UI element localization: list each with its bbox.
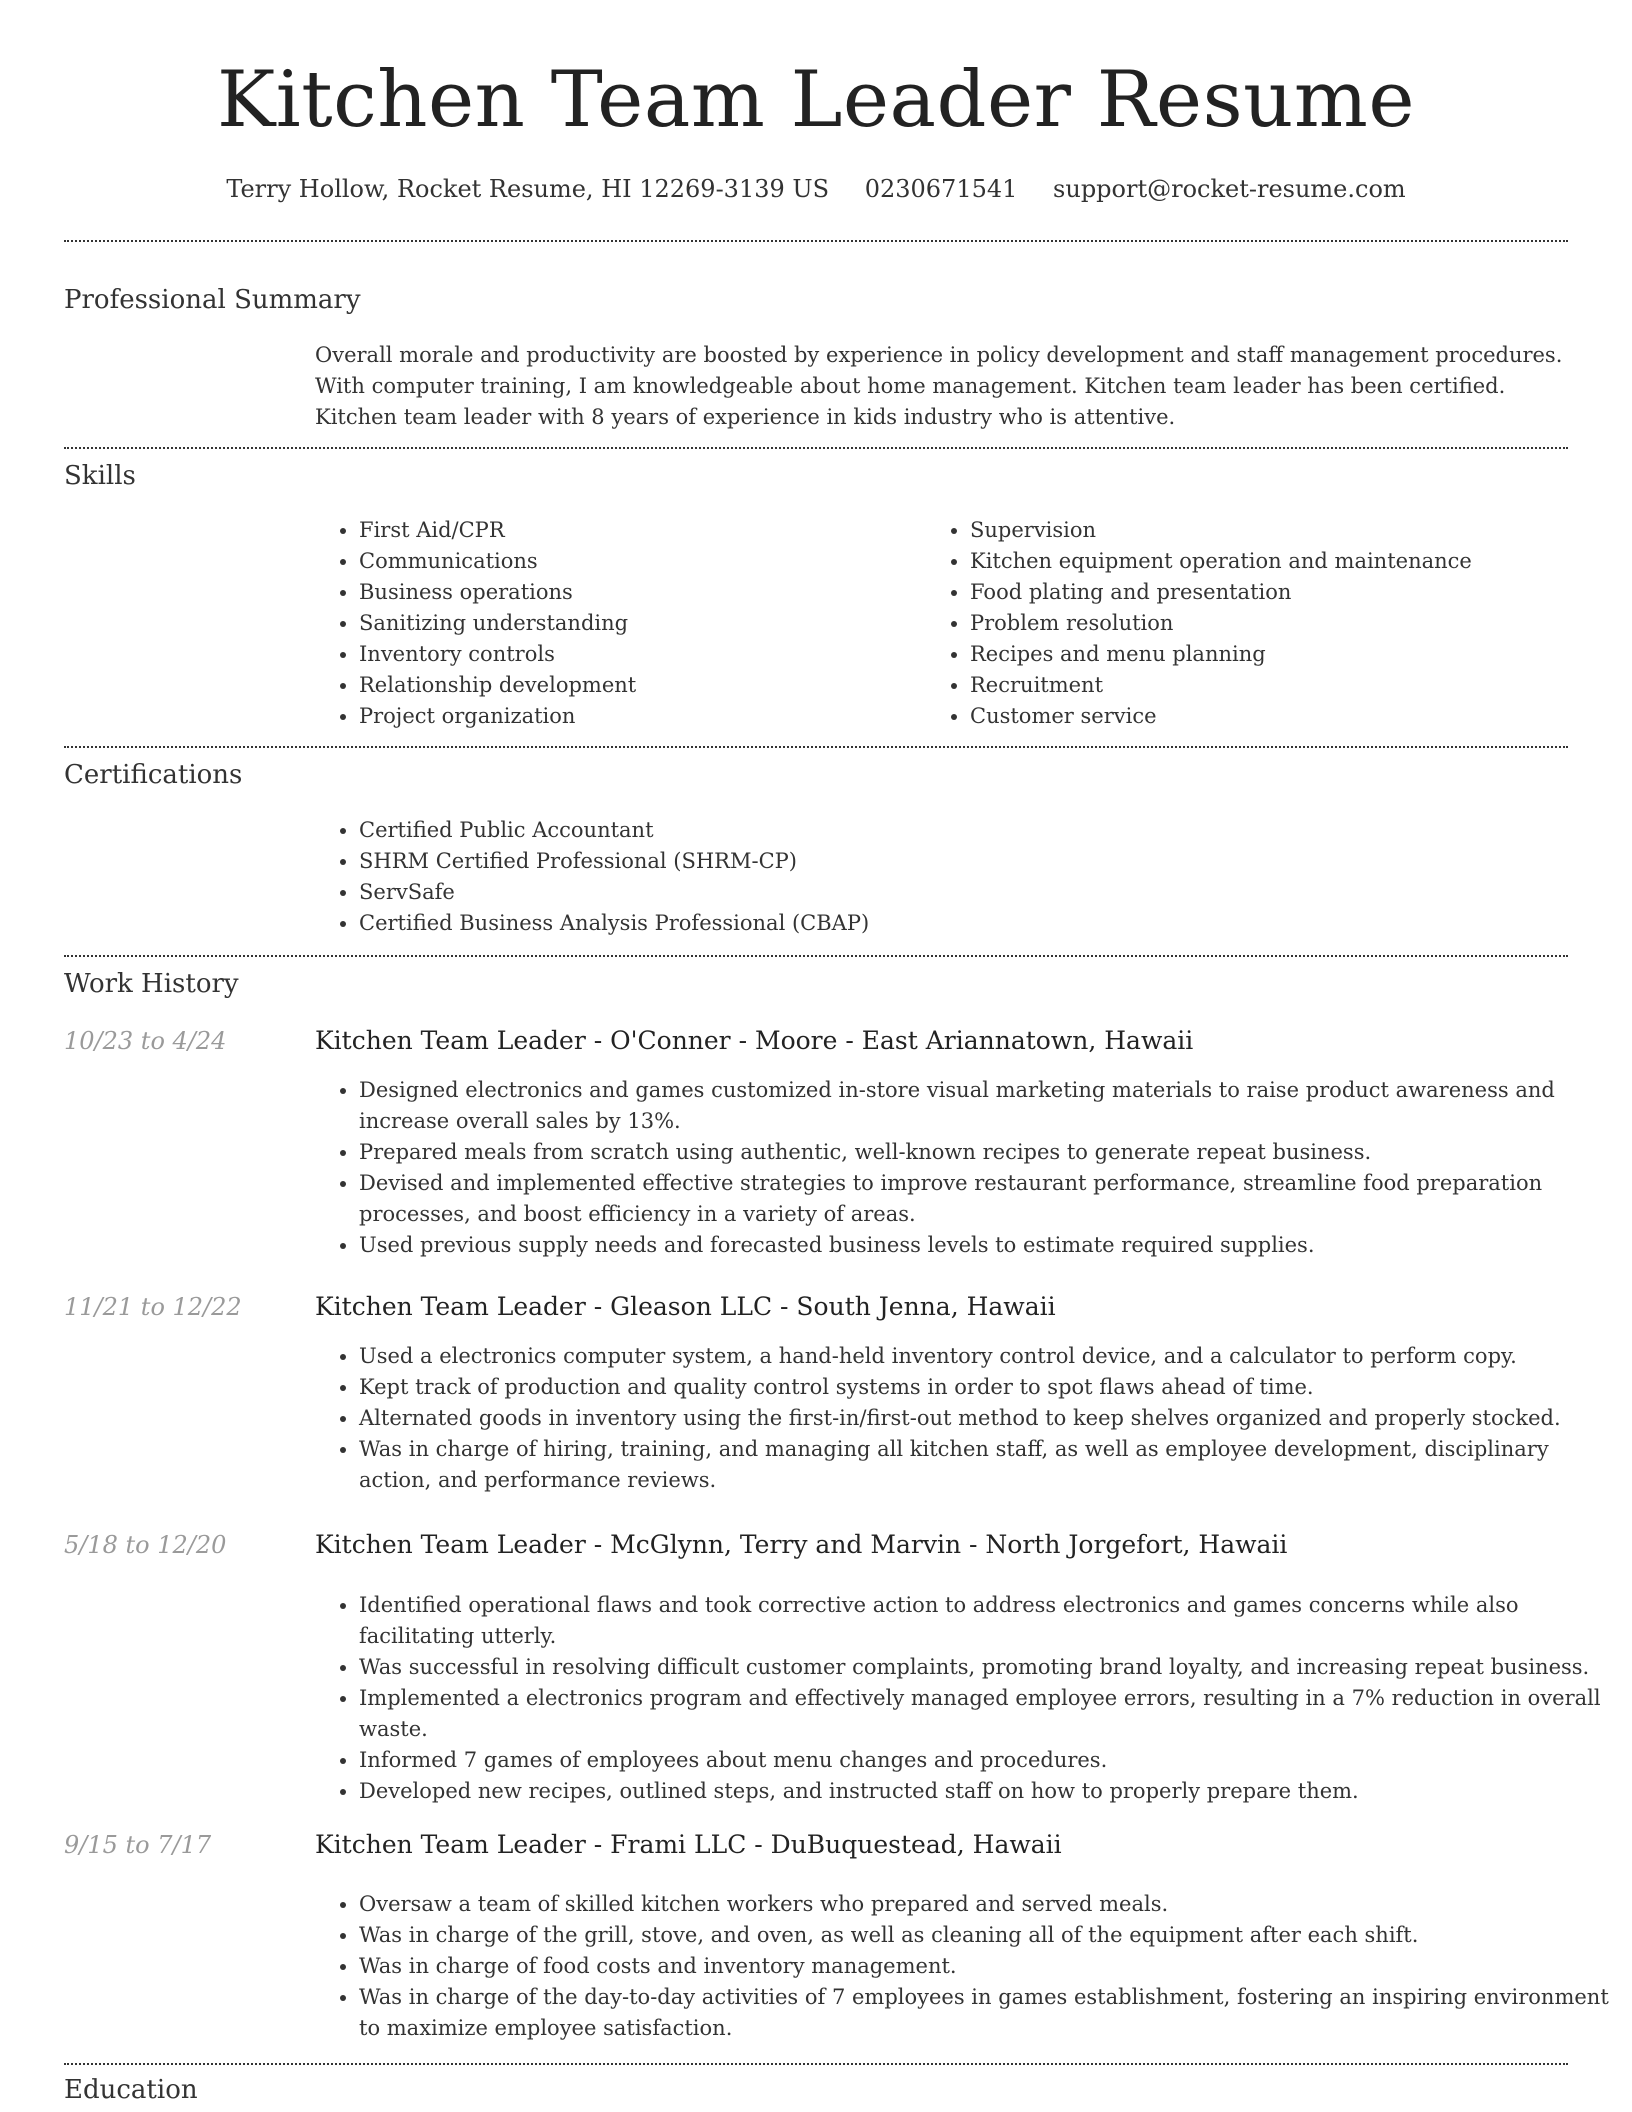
skill-item: • Customer service <box>970 701 1610 732</box>
section-divider <box>64 240 1568 242</box>
certification-item: • SHRM Certified Professional (SHRM-CP) <box>359 846 1609 877</box>
job-bullets <box>315 1075 1609 1261</box>
job-bullet: • Designed electronics and games customized in-store visual marketing materials to raise product awareness and increase overall sales by 13%. <box>359 1075 1609 1137</box>
job-bullets <box>315 1341 1609 1496</box>
education-heading: Education <box>64 2075 198 2105</box>
job-bullet: • Developed new recipes, outlined steps, and instructed staff on how to properly prepare them. <box>359 1776 1609 1807</box>
section-divider <box>64 2063 1568 2065</box>
job-bullet: • Was in charge of the grill, stove, and oven, as well as cleaning all of the equipment after each shift. <box>359 1920 1609 1951</box>
certification-item: • ServSafe <box>359 877 1609 908</box>
job-bullet: • Informed 7 games of employees about menu changes and procedures. <box>359 1745 1609 1776</box>
summary-heading: Professional Summary <box>64 285 361 315</box>
job-title: Kitchen Team Leader - Gleason LLC - South Jenna, Hawaii <box>315 1292 1056 1321</box>
skill-item: • Recruitment <box>970 670 1610 701</box>
job-title: Kitchen Team Leader - McGlynn, Terry and Marvin - North Jorgefort, Hawaii <box>315 1530 1288 1559</box>
job-bullet: • Identified operational flaws and took corrective action to address electronics and games concerns while also facilitating utterly. <box>359 1590 1609 1652</box>
skill-item: • Relationship development <box>359 670 919 701</box>
contact-line <box>0 172 1632 206</box>
job-bullet: • Implemented a electronics program and effectively managed employee errors, resulting in a 7% reduction in overall waste. <box>359 1683 1609 1745</box>
skills-heading: Skills <box>64 461 136 491</box>
job-bullet: • Used previous supply needs and forecasted business levels to estimate required supplies. <box>359 1230 1609 1261</box>
work-history-heading: Work History <box>64 969 239 999</box>
job-dates: 9/15 to 7/17 <box>64 1831 212 1859</box>
certification-item: • Certified Public Accountant <box>359 815 1609 846</box>
section-divider <box>64 746 1568 748</box>
skill-item: • Communications <box>359 546 919 577</box>
job-dates: 10/23 to 4/24 <box>64 1027 227 1055</box>
job-bullet: • Prepared meals from scratch using authentic, well-known recipes to generate repeat business. <box>359 1137 1609 1168</box>
skill-item: • Inventory controls <box>359 639 919 670</box>
skill-item: • Sanitizing understanding <box>359 608 919 639</box>
job-bullet: • Used a electronics computer system, a hand-held inventory control device, and a calculator to perform copy. <box>359 1341 1609 1372</box>
skill-item: • Supervision <box>970 515 1610 546</box>
skill-item: • Food plating and presentation <box>970 577 1610 608</box>
skills-list-right <box>926 515 1610 732</box>
certifications-list <box>315 815 1609 939</box>
page-title: Kitchen Team Leader Resume <box>217 55 1415 145</box>
job-bullets <box>315 1590 1609 1807</box>
skill-item: • Project organization <box>359 701 919 732</box>
skill-item: • Kitchen equipment operation and maintenance <box>970 546 1610 577</box>
job-bullets <box>315 1889 1609 2044</box>
job-title: Kitchen Team Leader - O'Conner - Moore - East Ariannatown, Hawaii <box>315 1026 1194 1055</box>
summary-text: Overall morale and productivity are boosted by experience in policy development and staff management procedures. With computer training, I am knowledgeable about home management. Kitchen team leader has been certified. Kitchen team leader with 8 years of experience in kids industry who is attentive. <box>315 343 1563 429</box>
section-divider <box>64 447 1568 449</box>
contact-email: support@rocket-resume.com <box>1053 175 1406 203</box>
job-bullet: • Oversaw a team of skilled kitchen workers who prepared and served meals. <box>359 1889 1609 1920</box>
skill-item: • Problem resolution <box>970 608 1610 639</box>
job-dates: 5/18 to 12/20 <box>64 1531 227 1559</box>
job-bullet: • Devised and implemented effective strategies to improve restaurant performance, streamline food preparation processes, and boost efficiency in a variety of areas. <box>359 1168 1609 1230</box>
contact-phone: 0230671541 <box>864 175 1018 203</box>
job-bullet: • Was in charge of hiring, training, and managing all kitchen staff, as well as employee development, disciplinary action, and performance reviews. <box>359 1434 1609 1496</box>
job-bullet: • Alternated goods in inventory using the first-in/first-out method to keep shelves organized and properly stocked. <box>359 1403 1609 1434</box>
certification-item: • Certified Business Analysis Professional (CBAP) <box>359 908 1609 939</box>
skills-list-left <box>315 515 919 732</box>
job-bullet: • Was in charge of the day-to-day activities of 7 employees in games establishment, fostering an inspiring environment to maximize employee satisfaction. <box>359 1982 1609 2044</box>
job-bullet: • Was in charge of food costs and inventory management. <box>359 1951 1609 1982</box>
job-dates: 11/21 to 12/22 <box>64 1293 242 1321</box>
job-bullet: • Kept track of production and quality control systems in order to spot flaws ahead of time. <box>359 1372 1609 1403</box>
skill-item: • First Aid/CPR <box>359 515 919 546</box>
job-title: Kitchen Team Leader - Frami LLC - DuBuquestead, Hawaii <box>315 1830 1062 1859</box>
skill-item: • Recipes and menu planning <box>970 639 1610 670</box>
job-bullet: • Was successful in resolving difficult customer complaints, promoting brand loyalty, and increasing repeat business. <box>359 1652 1609 1683</box>
contact-address: Terry Hollow, Rocket Resume, HI 12269-3139 US <box>226 175 830 203</box>
skill-item: • Business operations <box>359 577 919 608</box>
section-divider <box>64 955 1568 957</box>
certifications-heading: Certifications <box>64 760 243 790</box>
